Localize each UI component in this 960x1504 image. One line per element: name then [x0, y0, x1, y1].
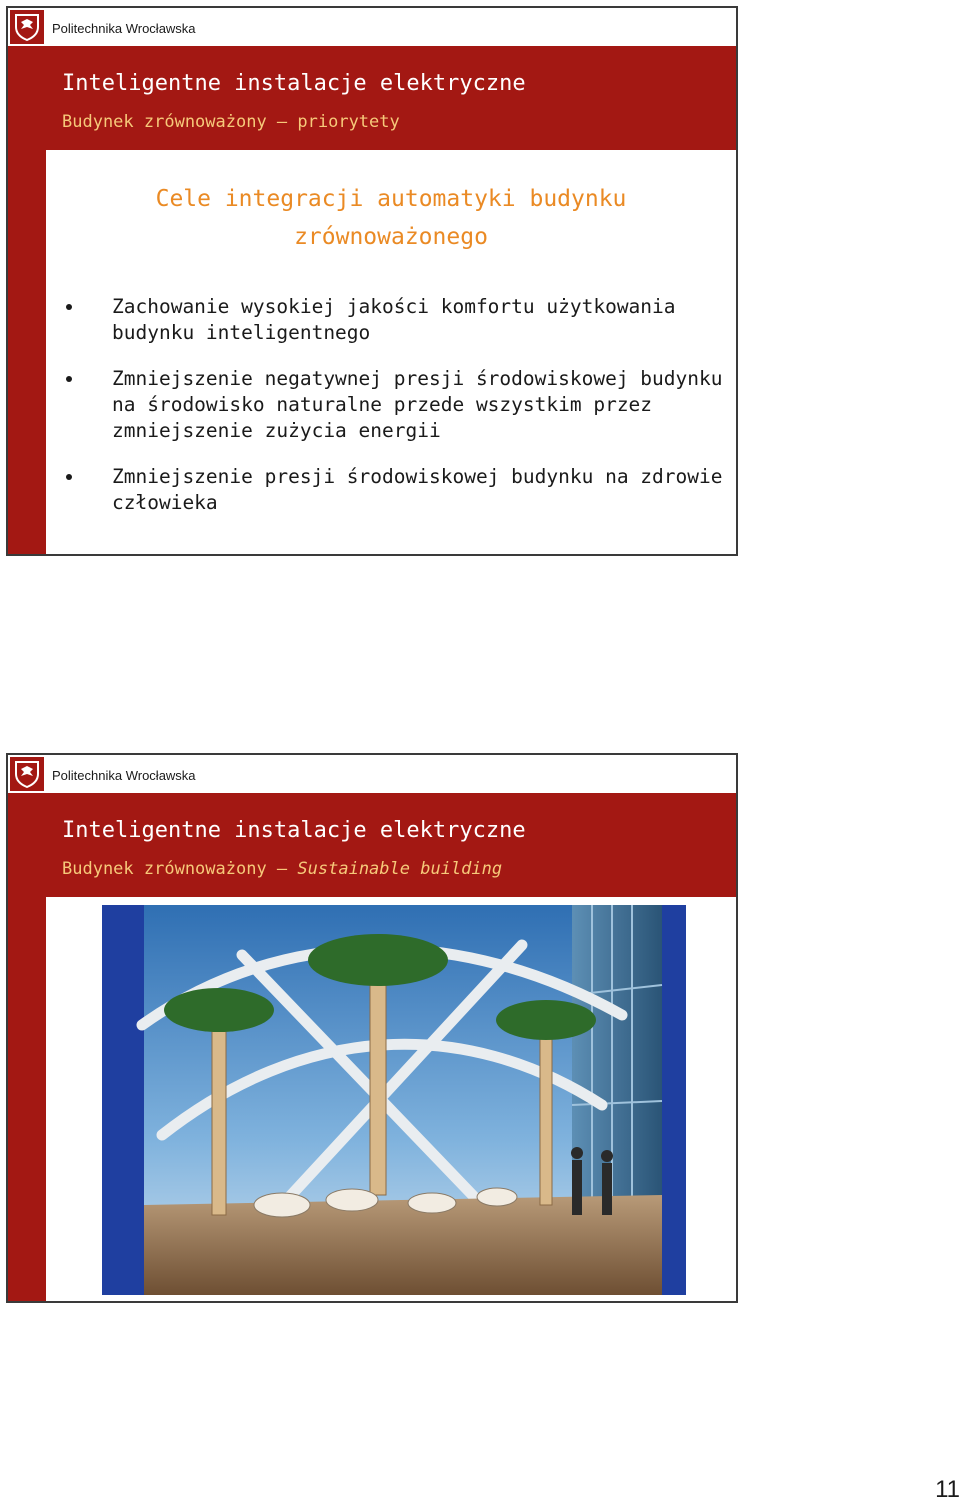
university-bar [8, 755, 736, 793]
slide-subtitle: Budynek zrównoważony – priorytety [62, 112, 400, 132]
university-logo [10, 757, 44, 791]
content-heading [46, 180, 736, 256]
title-band [8, 46, 736, 150]
university-logo [10, 10, 44, 44]
building-canopy-illustration [102, 905, 686, 1295]
slide-1 [6, 6, 738, 556]
slide-subtitle: Budynek zrównoważony – Sustainable building [62, 859, 503, 879]
university-name: Politechnika Wrocławska [52, 768, 196, 783]
bullet-item: Zachowanie wysokiej jakości komfortu użytkowania budynku inteligentnego [60, 294, 732, 346]
bullet-dot-icon [66, 474, 72, 480]
heading-line-2: zrównoważonego [294, 224, 488, 250]
heading-line-1: Cele integracji automatyki budynku [155, 186, 627, 212]
slide-title: Inteligentne instalacje elektryczne [62, 818, 526, 843]
bullet-item: Zmniejszenie negatywnej presji środowiskowej budynku na środowisko naturalne przede wszystkim przez zmniejszenie zużycia energii [60, 366, 732, 444]
eagle-shield-icon [14, 13, 40, 41]
eagle-shield-icon [14, 760, 40, 788]
bullet-list [60, 294, 732, 536]
bullet-dot-icon [66, 376, 72, 382]
slide-2 [6, 753, 738, 1303]
page-number: 11 [935, 1476, 960, 1503]
university-name: Politechnika Wrocławska [52, 21, 196, 36]
university-bar [8, 8, 736, 46]
title-band [8, 793, 736, 897]
bullet-dot-icon [66, 304, 72, 310]
slide-title: Inteligentne instalacje elektryczne [62, 71, 526, 96]
sustainable-building-photo [102, 905, 686, 1295]
bullet-item: Zmniejszenie presji środowiskowej budynku na zdrowie człowieka [60, 464, 732, 516]
